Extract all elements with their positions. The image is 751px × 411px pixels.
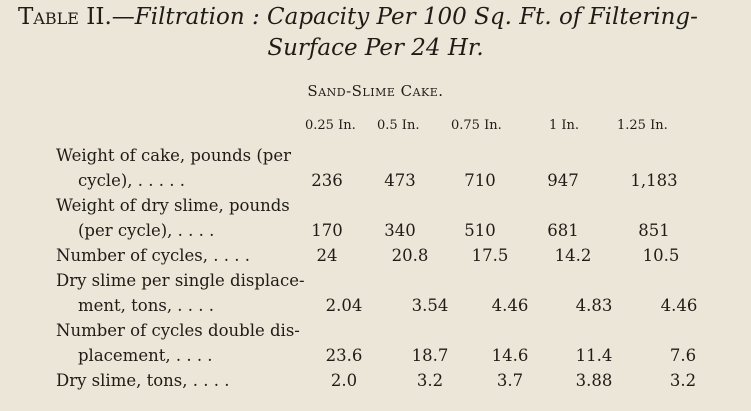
- table-number: Table II.: [18, 4, 112, 30]
- table-title-italic: Filtration : Capacity Per 100 Sq. Ft. of Filtering-: [134, 4, 698, 30]
- table-cell: 473: [384, 171, 416, 190]
- column-header: 0.5 In.: [377, 118, 420, 133]
- table-cell: 681: [547, 221, 579, 240]
- table-cell: 14.6: [491, 346, 529, 365]
- table-title-line2: Surface Per 24 Hr.: [267, 35, 484, 61]
- table-cell: 4.46: [491, 296, 529, 315]
- table-cell: 2.04: [325, 296, 363, 315]
- table-cell: 3.2: [416, 371, 444, 390]
- table-cell: 24: [316, 246, 338, 265]
- row-label: Dry slime, tons, . . . .: [56, 371, 230, 390]
- table-cell: 17.5: [471, 246, 509, 265]
- table-cell: 7.6: [669, 346, 697, 365]
- table-cell: 18.7: [411, 346, 449, 365]
- row-label-continued: ment, tons, . . . .: [78, 296, 215, 315]
- table-cell: 851: [638, 221, 670, 240]
- table-cell: 3.54: [411, 296, 449, 315]
- row-label: Weight of cake, pounds (per: [56, 146, 292, 165]
- row-label-continued: (per cycle), . . . .: [78, 221, 215, 240]
- row-label: Number of cycles double dis-: [56, 321, 300, 340]
- table-cell: 510: [464, 221, 496, 240]
- title-dash: —: [111, 4, 135, 30]
- table-cell: 2.0: [330, 371, 358, 390]
- column-header: 0.25 In.: [305, 118, 356, 133]
- row-label: Weight of dry slime, pounds: [56, 196, 290, 215]
- table-cell: 3.88: [575, 371, 613, 390]
- row-label-continued: cycle), . . . . .: [78, 171, 185, 190]
- column-header: 0.75 In.: [451, 118, 502, 133]
- table-cell: 3.7: [496, 371, 524, 390]
- table-cell: 1,183: [630, 171, 678, 190]
- table-cell: 340: [384, 221, 416, 240]
- row-label: Dry slime per single displace-: [56, 271, 305, 290]
- table-cell: 170: [311, 221, 343, 240]
- row-label-continued: placement, . . . .: [78, 346, 213, 365]
- row-label: Number of cycles, . . . .: [56, 246, 250, 265]
- table-cell: 4.83: [575, 296, 613, 315]
- table-cell: 14.2: [554, 246, 592, 265]
- table-cell: 710: [464, 171, 496, 190]
- table-cell: 3.2: [669, 371, 697, 390]
- table-cell: 10.5: [642, 246, 680, 265]
- table-cell: 11.4: [575, 346, 613, 365]
- column-header: 1.25 In.: [617, 118, 668, 133]
- table-cell: 4.46: [660, 296, 698, 315]
- table-cell: 947: [547, 171, 579, 190]
- table-title-line1: [18, 4, 748, 30]
- table-cell: 236: [311, 171, 343, 190]
- table-subtitle: Sand-Slime Cake.: [307, 82, 444, 100]
- table-cell: 23.6: [325, 346, 363, 365]
- column-header: 1 In.: [549, 118, 580, 133]
- table-cell: 20.8: [391, 246, 429, 265]
